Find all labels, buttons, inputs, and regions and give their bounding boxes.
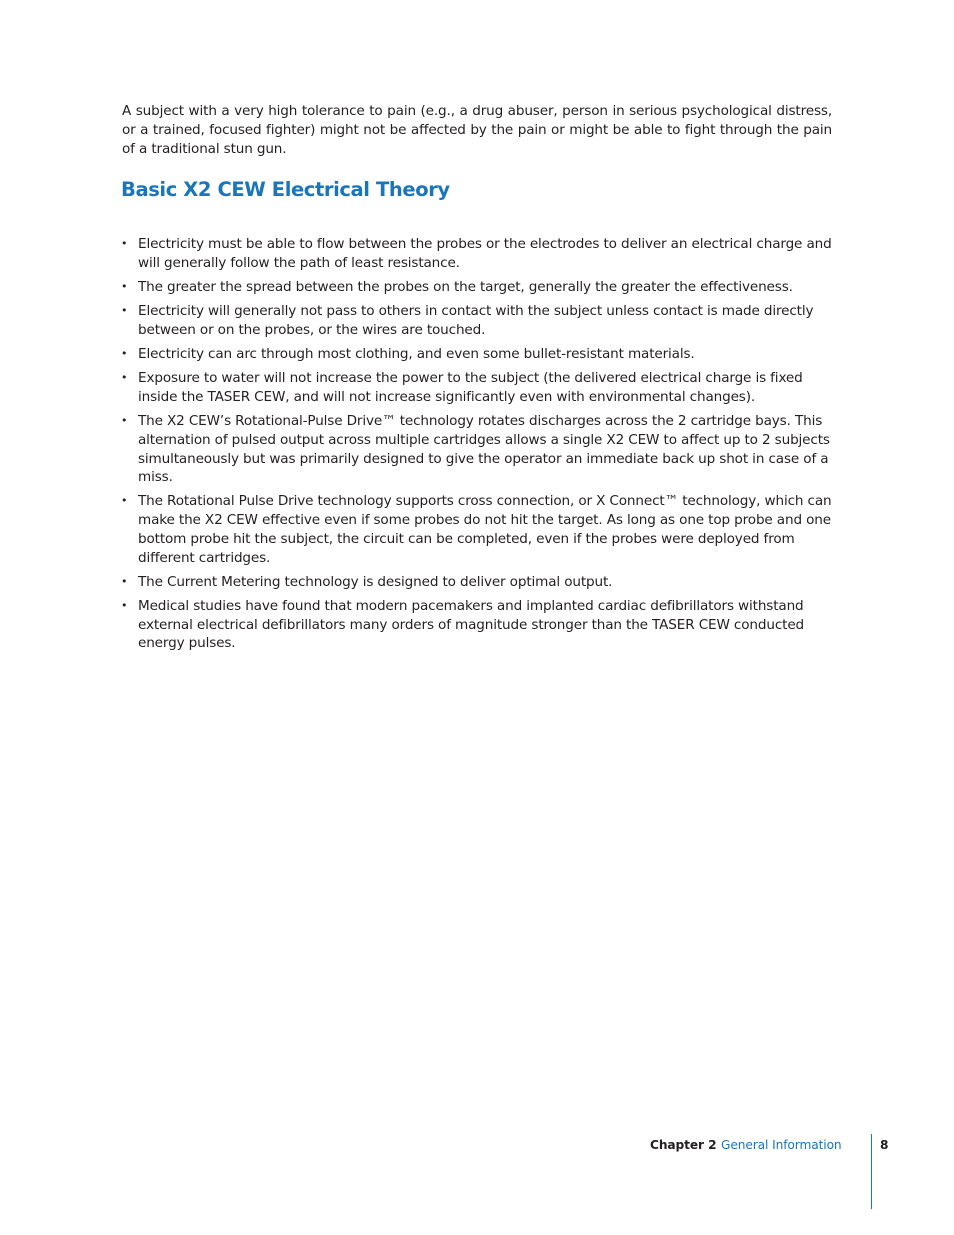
list-item-text: Medical studies have found that modern pacemakers and implanted cardiac defibrillators withstand external electrical defibrillators many orders of magnitude stronger than the TASER CEW conducted energy pulses. [138,597,805,652]
list-item-text: The X2 CEW’s Rotational-Pulse Drive™ technology rotates discharges across the 2 cartridge bays. This alternation of pulsed output across multiple cartridges allows a single X2 CEW to affect up to 2 subjects simultaneously but was primarily designed to give the operator an immediate back up shot in case of a miss. [138,413,830,486]
bullet-icon: • [121,598,128,612]
bullet-icon: • [121,347,128,361]
section-heading: Basic X2 CEW Electrical Theory [121,178,450,201]
bullet-icon: • [121,371,128,385]
list-item-text: Electricity will generally not pass to others in contact with the subject unless contact is made directly between or on the probes, or the wires are touched. [138,303,814,338]
list-item [120,302,832,339]
list-item [120,235,832,272]
list-item [120,369,832,406]
bullet-icon: • [121,574,128,588]
list-item-text: Electricity must be able to flow between the probes or the electrodes to deliver an electrical charge and will generally follow the path of least resistance. [138,236,832,271]
list-item [120,412,832,487]
bullet-icon: • [121,279,128,293]
bullet-icon: • [121,414,128,428]
list-item-text: The Rotational Pulse Drive technology supports cross connection, or X Connect™ technology, which can make the X2 CEW effective even if some probes do not hit the target. As long as one top probe and one bottom probe hit the subject, the circuit can be completed, even if the probes were deployed from different cartridges. [138,493,832,566]
page-number: 8 [880,1138,889,1152]
footer-divider [871,1134,872,1209]
bullet-icon: • [121,237,128,250]
bullet-list [120,235,832,659]
footer-chapter-label: Chapter 2 [650,1138,717,1152]
list-item-text: Electricity can arc through most clothing, and even some bullet-resistant materials. [138,346,695,363]
list-item [120,597,832,653]
intro-paragraph: A subject with a very high tolerance to pain (e.g., a drug abuser, person in serious psychological distress, or a trained, focused fighter) might not be affected by the pain or might be able to fight through the pain of a traditional stun gun. [122,103,832,157]
footer-section-title: General Information [721,1138,842,1152]
list-item-text: Exposure to water will not increase the power to the subject (the delivered electrical charge is fixed inside the TASER CEW, and will not increase significantly even with environmental changes). [138,370,803,405]
list-item-text: The Current Metering technology is designed to deliver optimal output. [138,573,613,590]
list-item [120,278,832,297]
list-item [120,345,832,364]
list-item [120,492,832,567]
list-item [120,573,832,592]
bullet-icon: • [121,304,128,318]
bullet-icon: • [121,494,128,508]
list-item-text: The greater the spread between the probes on the target, generally the greater the effectiveness. [138,278,793,295]
